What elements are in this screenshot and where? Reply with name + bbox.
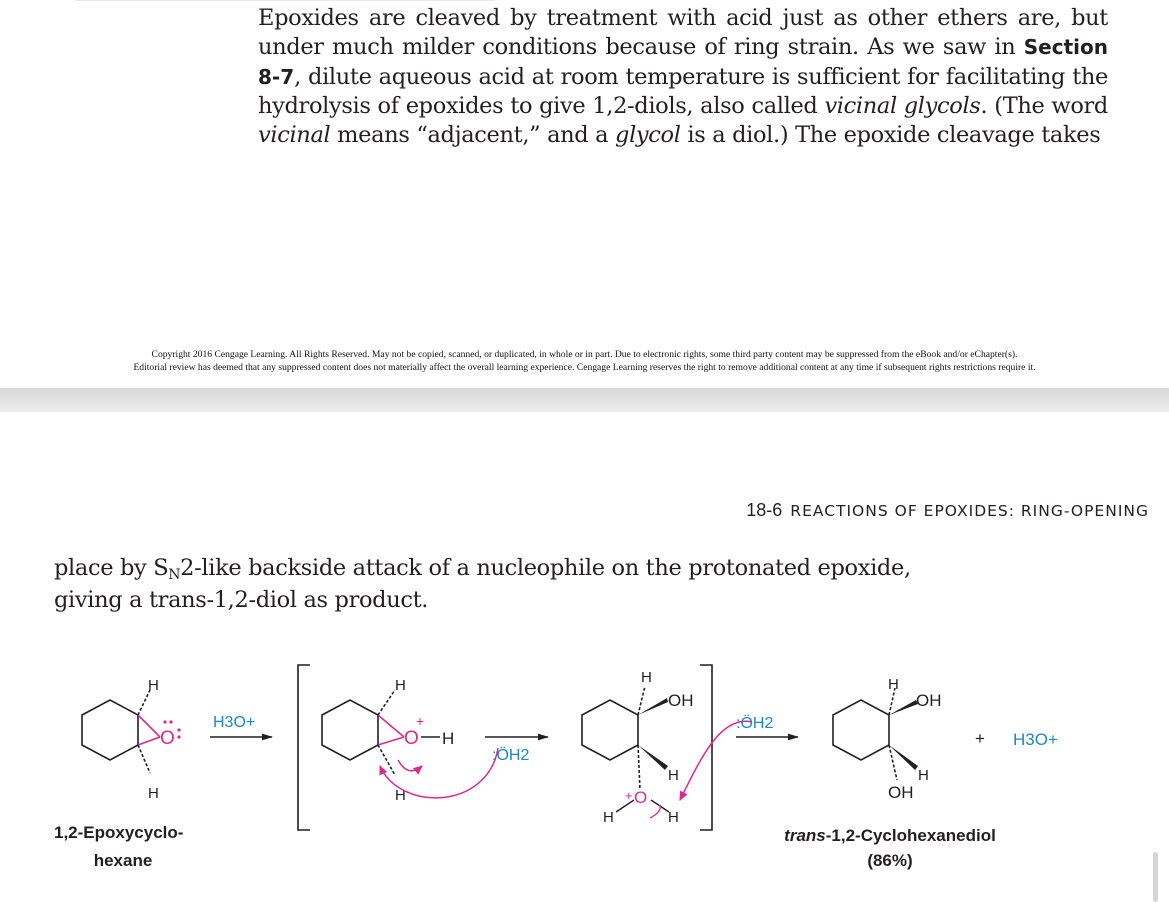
body-paragraph-bottom [54,554,954,616]
running-head [746,500,1149,521]
oxygen-atom: O [160,728,175,749]
paragraph-text: giving a trans-1,2-diol as product. [54,587,429,614]
paragraph-text: place by S [54,555,169,581]
page-separator [0,388,1169,412]
term-italic: glycol [615,122,681,149]
paragraph-text: 2-like backside attack of a nucleophile on the protonated epoxide, [180,555,911,581]
copyright-line: Copyright 2016 Cengage Learning. All Rights Reserved. May not be copied, scanned, or duplicated, in whole or in part. Due to electronic rights, some third party content may be suppressed from the eBook and/or eChapter(s). [151,349,1018,360]
section-number: 18-6 [746,500,783,520]
atom-h: H [918,767,929,784]
reactant-label: 1,2-Epoxycyclo- [54,823,184,842]
product-label-rest: -1,2-Cyclohexanediol [825,826,996,845]
top-edge-rule [75,0,495,1]
byproduct-hydronium: H3O+ [1013,730,1058,749]
deprotonation-curl [650,805,660,818]
product-label-italic: trans [784,826,826,845]
atom-h: H [395,787,406,804]
atom-h: H [668,767,679,784]
reagent-water-base: :ÖH2 [736,715,774,732]
deprotonation-arrow [680,721,752,800]
reactant-label: hexane [93,851,153,870]
section-title: REACTIONS OF EPOXIDES: RING-OPENING [790,502,1149,520]
term-italic: vicinal glycols [824,92,981,119]
hydroxyl-group: OH [888,783,914,802]
atom-h: H [668,809,679,826]
copyright-notice [0,348,1169,374]
hydroxyl-group: OH [668,691,694,710]
atom-h: H [148,677,159,694]
product-label [784,826,996,845]
reactant-epoxycyclohexane [82,690,160,773]
bond-break-arrow [398,760,422,771]
body-paragraph-top [258,4,1108,150]
paragraph-text: Epoxides are cleaved by treatment with acid just as other ethers are, but under much milder conditions because of ring strain. As we saw in [258,5,1108,61]
product-yield: (86%) [867,851,913,870]
reagent-hydronium: H3O+ [213,714,256,731]
protonated-diol [582,686,668,790]
atom-h: H [888,676,899,693]
positive-charge: + [416,713,425,729]
plus-sign: + [975,729,985,748]
oxonium-oxygen: O [404,728,419,749]
scrollbar-thumb[interactable] [1153,852,1158,902]
atom-h: H [442,729,455,748]
paragraph-text: is a diol.) The epoxide cleavage takes [680,122,1101,149]
product-trans-diol [833,688,918,780]
copyright-line: Editorial review has deemed that any suppressed content does not materially affect the overall learning experience. Cengage Learning reserves the right to remove additional content at any time if subsequent rights restrictions require it. [133,362,1036,373]
section-reference: Section 8-7 [258,35,1108,89]
atom-h: H [603,809,614,826]
oxonium-oxygen: O [634,788,648,807]
hydroxyl-group: OH [916,691,942,710]
protonated-epoxide [322,690,440,775]
atom-h: H [641,669,652,686]
positive-charge: + [625,788,633,803]
paragraph-text: , dilute aqueous acid at room temperature is sufficient for facilitating the hydrolysis of epoxides to give 1,2-diols, also called [258,63,1108,119]
paragraph-text: . (The word [980,92,1108,119]
reaction-scheme [0,650,1169,902]
atom-h: H [148,785,159,802]
term-italic: vicinal [258,122,331,149]
reagent-water: :ÖH2 [492,747,530,764]
atom-h: H [395,677,406,694]
subscript-n: N [168,567,181,583]
paragraph-text: means “adjacent,” and a [330,122,616,149]
